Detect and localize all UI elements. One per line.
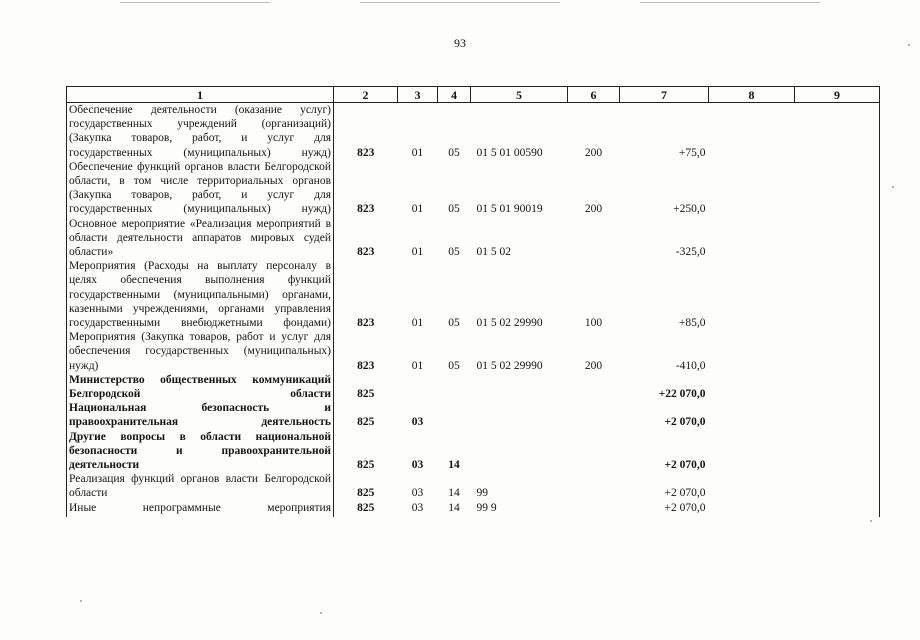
row-subsection: 05	[448, 246, 460, 259]
table-spacer-row	[67, 515, 880, 517]
column-header-5: 5	[471, 87, 568, 103]
row-expense-type: 200	[584, 359, 603, 372]
row-name: Основное мероприятие «Реализация мероприятий в области деятельности аппаратов мировых судей области»	[67, 217, 334, 260]
table-row	[67, 472, 880, 500]
page-number: 93	[454, 36, 466, 50]
row-code: 823	[357, 146, 375, 159]
row-section: 03	[411, 501, 424, 514]
table-row	[67, 103, 880, 160]
table-row	[67, 259, 880, 330]
row-code: 825	[357, 459, 375, 472]
row-article: 01 5 02 29990	[476, 359, 543, 372]
row-col8	[709, 373, 795, 401]
row-article	[471, 430, 568, 473]
row-code: 823	[357, 203, 375, 216]
row-name: Иные непрограммные мероприятия	[67, 501, 334, 515]
row-name: Мероприятия (Расходы на выплату персоналу в целях обеспечения выполнения функций государственными (муниципальными) органами, казенными учреждениями, органами управления государственными внебюджетными фондами)	[67, 259, 334, 330]
row-expense-type: 200	[584, 203, 603, 216]
table-header-row	[67, 87, 880, 103]
row-section: 01	[411, 317, 424, 330]
row-subsection: 05	[448, 146, 460, 159]
row-amount: -325,0	[675, 246, 706, 259]
row-col9	[795, 160, 880, 217]
row-subsection: 14	[448, 487, 460, 500]
row-article	[471, 373, 568, 401]
row-col9	[795, 373, 880, 401]
column-header-8: 8	[709, 87, 795, 103]
row-expense-type	[568, 217, 620, 260]
column-header-4: 4	[438, 87, 471, 103]
row-subsection	[438, 373, 471, 401]
column-header-6: 6	[568, 87, 620, 103]
row-col8	[709, 103, 795, 160]
row-col9	[795, 430, 880, 473]
row-subsection: 05	[448, 317, 460, 330]
column-header-7: 7	[620, 87, 709, 103]
row-col9	[795, 472, 880, 500]
scan-speck	[80, 600, 82, 602]
row-col9	[795, 217, 880, 260]
row-article	[471, 401, 568, 429]
row-subsection: 05	[448, 203, 460, 216]
table-row	[67, 501, 880, 515]
row-section: 03	[411, 459, 424, 472]
row-subsection: 14	[448, 459, 460, 472]
table-row	[67, 217, 880, 260]
row-code: 825	[357, 487, 375, 500]
row-section: 01	[411, 203, 424, 216]
row-section: 03	[411, 487, 424, 500]
row-amount: +250,0	[673, 203, 706, 216]
row-article: 99 9	[476, 501, 497, 514]
scan-speck	[908, 44, 910, 46]
table-body	[67, 103, 880, 517]
row-section: 01	[411, 246, 424, 259]
spacer-cell	[709, 515, 795, 517]
scan-speck	[870, 520, 872, 522]
row-article: 01 5 02 29990	[476, 317, 543, 330]
row-amount: -410,0	[675, 359, 706, 372]
column-header-3: 3	[398, 87, 438, 103]
row-col8	[709, 217, 795, 260]
row-expense-type	[568, 430, 620, 473]
column-header-1: 1	[67, 87, 334, 103]
row-section: 01	[411, 146, 424, 159]
row-name: Министерство общественных коммуникаций Белгородской области	[67, 373, 334, 401]
row-amount: +2 070,0	[664, 459, 706, 472]
row-name: Другие вопросы в области национальной безопасности и правоохранительной деятельности	[67, 430, 334, 473]
table-row	[67, 430, 880, 473]
table-row	[67, 330, 880, 373]
row-amount: +75,0	[678, 146, 706, 159]
row-col9	[795, 330, 880, 373]
row-subsection	[438, 401, 471, 429]
row-col8	[709, 259, 795, 330]
row-expense-type: 200	[584, 146, 603, 159]
row-amount: +2 070,0	[664, 416, 706, 429]
scan-speck	[320, 612, 322, 614]
row-expense-type	[568, 373, 620, 401]
row-col8	[709, 160, 795, 217]
row-code: 825	[357, 416, 375, 429]
row-expense-type	[568, 501, 620, 515]
row-col8	[709, 430, 795, 473]
row-col8	[709, 330, 795, 373]
row-expense-type	[568, 472, 620, 500]
spacer-cell	[334, 515, 398, 517]
column-header-2: 2	[334, 87, 398, 103]
row-code: 825	[357, 388, 375, 401]
spacer-cell	[471, 515, 568, 517]
row-expense-type	[568, 401, 620, 429]
spacer-cell	[795, 515, 880, 517]
row-subsection: 05	[448, 359, 460, 372]
row-col9	[795, 103, 880, 160]
row-article: 01 5 01 00590	[476, 146, 543, 159]
row-section	[398, 373, 438, 401]
row-name: Реализация функций органов власти Белгородской области	[67, 472, 334, 500]
row-col9	[795, 401, 880, 429]
spacer-cell	[620, 515, 709, 517]
table-row	[67, 160, 880, 217]
row-article: 01 5 01 90019	[476, 203, 543, 216]
row-col9	[795, 501, 880, 515]
row-amount: +85,0	[678, 317, 706, 330]
row-code: 823	[357, 246, 375, 259]
row-col8	[709, 501, 795, 515]
row-amount: +2 070,0	[664, 487, 706, 500]
budget-table	[66, 86, 880, 517]
row-article: 01 5 02	[476, 246, 511, 259]
row-col8	[709, 401, 795, 429]
row-name: Мероприятия (Закупка товаров, работ и услуг для обеспечения государственных (муниципальных) нужд)	[67, 330, 334, 373]
row-name: Национальная безопасность и правоохранительная деятельность	[67, 401, 334, 429]
row-name: Обеспечение функций органов власти Белгородской области, в том числе территориальных органов (Закупка товаров, работ, и услуг для государственных (муниципальных) нужд)	[67, 160, 334, 217]
row-col9	[795, 259, 880, 330]
row-section: 03	[411, 416, 424, 429]
row-name: Обеспечение деятельности (оказание услуг) государственных учреждений (организаций) (Закупка товаров, работ, и услуг для государственных (муниципальных) нужд)	[67, 103, 334, 160]
spacer-cell	[398, 515, 438, 517]
row-amount: +2 070,0	[664, 501, 706, 514]
row-article: 99	[476, 487, 488, 500]
row-expense-type: 100	[584, 317, 603, 330]
row-subsection: 14	[448, 501, 460, 514]
row-col8	[709, 472, 795, 500]
row-code: 823	[357, 317, 375, 330]
row-section: 01	[411, 359, 424, 372]
row-code: 825	[357, 501, 375, 514]
row-code: 823	[357, 359, 375, 372]
row-amount: +22 070,0	[658, 388, 706, 401]
scan-speck	[892, 186, 894, 188]
spacer-cell	[568, 515, 620, 517]
spacer-cell	[67, 515, 334, 517]
table-row	[67, 401, 880, 429]
column-header-9: 9	[795, 87, 880, 103]
table-row	[67, 373, 880, 401]
spacer-cell	[438, 515, 471, 517]
